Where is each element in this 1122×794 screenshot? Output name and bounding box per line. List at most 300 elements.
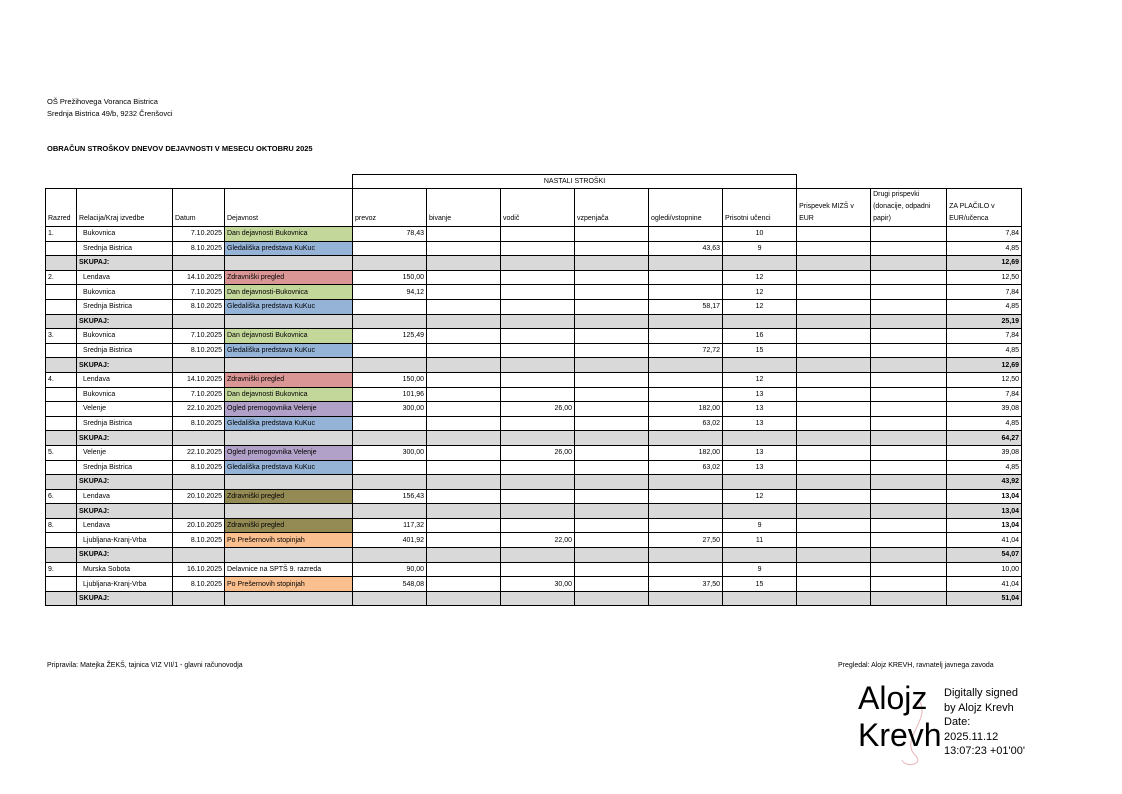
tickets-cell: 58,17 [649, 299, 723, 314]
empty-cell [353, 504, 427, 519]
cablecar-cell [575, 299, 649, 314]
location-cell: Velenje [77, 445, 173, 460]
location-cell: Bukovnica [77, 329, 173, 344]
empty-cell [501, 475, 575, 490]
grade-cell [46, 533, 77, 548]
transport-cell [353, 416, 427, 431]
lodging-cell [427, 577, 501, 592]
subtotal-row [46, 548, 1022, 563]
subtotal-value: 64,27 [947, 431, 1022, 446]
tickets-cell [649, 562, 723, 577]
column-header: Prispevek MIZŠ v EUR [797, 189, 871, 227]
signature-line: Date: [944, 716, 971, 728]
subtotal-label: SKUPAJ: [77, 358, 173, 373]
location-cell: Bukovnica [77, 387, 173, 402]
other-cell [871, 329, 947, 344]
empty-cell [723, 431, 797, 446]
students-cell: 13 [723, 387, 797, 402]
empty-cell [353, 358, 427, 373]
grade-cell [46, 577, 77, 592]
transport-cell: 150,00 [353, 372, 427, 387]
tickets-cell [649, 285, 723, 300]
table-row [46, 299, 1022, 314]
document-title: OBRAČUN STROŠKOV DNEVOV DEJAVNOSTI V MESECU OKTOBRU 2025 [47, 144, 313, 153]
signature-details [944, 686, 1025, 759]
ministry-cell [797, 299, 871, 314]
transport-cell: 78,43 [353, 227, 427, 242]
students-cell: 13 [723, 445, 797, 460]
empty-cell [575, 591, 649, 606]
empty-cell [723, 314, 797, 329]
lodging-cell [427, 372, 501, 387]
subtotal-row [46, 591, 1022, 606]
table-row [46, 460, 1022, 475]
other-cell [871, 285, 947, 300]
tickets-cell: 63,02 [649, 416, 723, 431]
grade-cell [46, 460, 77, 475]
ministry-cell [797, 227, 871, 242]
table-row [46, 329, 1022, 344]
date-cell: 14.10.2025 [173, 270, 225, 285]
empty-cell [225, 256, 353, 271]
empty-cell [225, 431, 353, 446]
grade-cell [46, 241, 77, 256]
empty-cell [427, 431, 501, 446]
payment-cell: 41,04 [947, 577, 1022, 592]
location-cell: Srednja Bistrica [77, 241, 173, 256]
activity-cell: Dan dejavnosti Bukovnica [225, 329, 353, 344]
grade-cell: 4. [46, 372, 77, 387]
payment-cell: 4,85 [947, 343, 1022, 358]
lodging-cell [427, 241, 501, 256]
table-row [46, 562, 1022, 577]
empty-cell [649, 548, 723, 563]
empty-cell [575, 431, 649, 446]
subtotal-label: SKUPAJ: [77, 256, 173, 271]
cablecar-cell [575, 241, 649, 256]
payment-cell: 4,85 [947, 299, 1022, 314]
tickets-cell: 43,63 [649, 241, 723, 256]
empty-cell [649, 591, 723, 606]
empty-cell [797, 256, 871, 271]
lodging-cell [427, 562, 501, 577]
column-header: bivanje [427, 189, 501, 227]
transport-cell [353, 299, 427, 314]
transport-cell: 101,96 [353, 387, 427, 402]
empty-cell [46, 504, 77, 519]
empty-cell [353, 475, 427, 490]
activity-cell: Ogled premogovnika Velenje [225, 445, 353, 460]
group-header: NASTALI STROŠKI [353, 175, 797, 189]
empty-cell [427, 548, 501, 563]
transport-cell [353, 343, 427, 358]
costs-table [45, 174, 1022, 606]
lodging-cell [427, 402, 501, 417]
table-row [46, 416, 1022, 431]
subtotal-row [46, 358, 1022, 373]
empty-cell [575, 256, 649, 271]
cablecar-cell [575, 387, 649, 402]
empty-cell [173, 548, 225, 563]
transport-cell: 300,00 [353, 445, 427, 460]
activity-cell: Zdravniški pregled [225, 270, 353, 285]
subtotal-row [46, 256, 1022, 271]
ministry-cell [797, 285, 871, 300]
date-cell: 7.10.2025 [173, 387, 225, 402]
empty-cell [173, 431, 225, 446]
payment-cell: 39,08 [947, 402, 1022, 417]
tickets-cell: 63,02 [649, 460, 723, 475]
ministry-cell [797, 518, 871, 533]
guide-cell [501, 387, 575, 402]
empty-cell [225, 591, 353, 606]
grade-cell: 6. [46, 489, 77, 504]
empty-cell [501, 431, 575, 446]
table-row [46, 241, 1022, 256]
location-cell: Srednja Bistrica [77, 460, 173, 475]
empty-cell [225, 548, 353, 563]
tickets-cell: 182,00 [649, 445, 723, 460]
empty-cell [797, 431, 871, 446]
cablecar-cell [575, 518, 649, 533]
cablecar-cell [575, 270, 649, 285]
empty-cell [871, 504, 947, 519]
cablecar-cell [575, 227, 649, 242]
empty-cell [871, 548, 947, 563]
activity-cell: Po Prešernovih stopinjah [225, 577, 353, 592]
other-cell [871, 445, 947, 460]
students-cell: 9 [723, 562, 797, 577]
students-cell: 15 [723, 343, 797, 358]
empty-cell [225, 314, 353, 329]
activity-cell: Zdravniški pregled [225, 518, 353, 533]
date-cell: 7.10.2025 [173, 329, 225, 344]
empty-cell [575, 314, 649, 329]
column-header: vzpenjača [575, 189, 649, 227]
reviewed-by: Pregledal: Alojz KREVH, ravnatelj javnega zavoda [838, 662, 994, 669]
other-cell [871, 387, 947, 402]
grade-cell: 2. [46, 270, 77, 285]
subtotal-label: SKUPAJ: [77, 591, 173, 606]
table-row [46, 387, 1022, 402]
empty-cell [797, 548, 871, 563]
payment-cell: 7,84 [947, 387, 1022, 402]
location-cell: Srednja Bistrica [77, 416, 173, 431]
other-cell [871, 270, 947, 285]
students-cell: 16 [723, 329, 797, 344]
empty-cell [797, 504, 871, 519]
subtotal-value: 13,04 [947, 504, 1022, 519]
guide-cell [501, 285, 575, 300]
tickets-cell [649, 387, 723, 402]
location-cell: Velenje [77, 402, 173, 417]
empty-cell [173, 358, 225, 373]
students-cell: 9 [723, 518, 797, 533]
location-cell: Lendava [77, 489, 173, 504]
empty-cell [353, 256, 427, 271]
payment-cell: 13,04 [947, 518, 1022, 533]
students-cell: 15 [723, 577, 797, 592]
ministry-cell [797, 387, 871, 402]
table-row [46, 402, 1022, 417]
empty-cell [649, 431, 723, 446]
other-cell [871, 518, 947, 533]
ministry-cell [797, 562, 871, 577]
column-header: ZA PLAČILO v EUR/učenca [947, 189, 1022, 227]
payment-cell: 7,84 [947, 227, 1022, 242]
location-cell: Srednja Bistrica [77, 343, 173, 358]
column-header: Dejavnost [225, 189, 353, 227]
empty-cell [575, 475, 649, 490]
subtotal-value: 51,04 [947, 591, 1022, 606]
signature-line: Digitally signed [944, 687, 1018, 699]
lodging-cell [427, 227, 501, 242]
column-header: prevoz [353, 189, 427, 227]
tickets-cell [649, 372, 723, 387]
empty-cell [46, 431, 77, 446]
empty-cell [723, 358, 797, 373]
empty-cell [501, 504, 575, 519]
signature-line: 13:07:23 +01'00' [944, 745, 1025, 757]
payment-cell: 39,08 [947, 445, 1022, 460]
empty-cell [649, 314, 723, 329]
empty-cell [723, 256, 797, 271]
subtotal-label: SKUPAJ: [77, 504, 173, 519]
guide-cell [501, 270, 575, 285]
grade-cell: 5. [46, 445, 77, 460]
empty-cell [173, 504, 225, 519]
empty-cell [46, 548, 77, 563]
ministry-cell [797, 343, 871, 358]
column-header: Prisotni učenci [723, 189, 797, 227]
empty-cell [427, 591, 501, 606]
cablecar-cell [575, 343, 649, 358]
tickets-cell: 182,00 [649, 402, 723, 417]
empty-cell [649, 504, 723, 519]
guide-cell: 30,00 [501, 577, 575, 592]
grade-cell: 1. [46, 227, 77, 242]
students-cell: 10 [723, 227, 797, 242]
empty-cell [501, 256, 575, 271]
subtotal-value: 25,19 [947, 314, 1022, 329]
payment-cell: 7,84 [947, 329, 1022, 344]
ministry-cell [797, 489, 871, 504]
lodging-cell [427, 460, 501, 475]
location-cell: Lendava [77, 270, 173, 285]
activity-cell: Gledališka predstava KuKuc [225, 460, 353, 475]
payment-cell: 12,50 [947, 270, 1022, 285]
empty-cell [427, 256, 501, 271]
empty-cell [225, 475, 353, 490]
other-cell [871, 489, 947, 504]
empty-cell [649, 256, 723, 271]
transport-cell [353, 241, 427, 256]
table-row [46, 227, 1022, 242]
grade-cell [46, 343, 77, 358]
date-cell: 8.10.2025 [173, 533, 225, 548]
empty-cell [871, 475, 947, 490]
empty-cell [649, 358, 723, 373]
empty-cell [575, 548, 649, 563]
payment-cell: 4,85 [947, 241, 1022, 256]
empty-cell [501, 548, 575, 563]
other-cell [871, 577, 947, 592]
payment-cell: 4,85 [947, 416, 1022, 431]
empty-cell [427, 314, 501, 329]
table-row [46, 533, 1022, 548]
cablecar-cell [575, 460, 649, 475]
date-cell: 16.10.2025 [173, 562, 225, 577]
column-header: Datum [173, 189, 225, 227]
transport-cell: 117,32 [353, 518, 427, 533]
empty-cell [427, 504, 501, 519]
subtotal-value: 43,92 [947, 475, 1022, 490]
guide-cell [501, 518, 575, 533]
empty-cell [723, 548, 797, 563]
guide-cell [501, 562, 575, 577]
subtotal-label: SKUPAJ: [77, 475, 173, 490]
transport-cell: 401,92 [353, 533, 427, 548]
lodging-cell [427, 387, 501, 402]
students-cell: 9 [723, 241, 797, 256]
subtotal-value: 54,07 [947, 548, 1022, 563]
grade-cell [46, 299, 77, 314]
students-cell: 12 [723, 489, 797, 504]
empty-cell [649, 475, 723, 490]
lodging-cell [427, 533, 501, 548]
signature-last-name: Krevh [858, 717, 942, 753]
lodging-cell [427, 285, 501, 300]
students-cell: 12 [723, 285, 797, 300]
students-cell: 12 [723, 299, 797, 314]
location-cell: Ljubljana-Kranj-Vrba [77, 533, 173, 548]
column-header: Drugi prispevki (donacije, odpadni papir) [871, 189, 947, 227]
tickets-cell: 37,50 [649, 577, 723, 592]
guide-cell [501, 329, 575, 344]
lodging-cell [427, 416, 501, 431]
payment-cell: 10,00 [947, 562, 1022, 577]
empty-cell [871, 431, 947, 446]
prepared-by: Pripravila: Matejka ŽEKŠ, tajnica VIZ VII/1 - glavni računovodja [47, 662, 243, 669]
empty-cell [871, 314, 947, 329]
students-cell: 11 [723, 533, 797, 548]
subtotal-row [46, 475, 1022, 490]
subtotal-label: SKUPAJ: [77, 314, 173, 329]
empty-cell [225, 504, 353, 519]
column-header: Razred [46, 189, 77, 227]
subtotal-value: 12,69 [947, 358, 1022, 373]
cablecar-cell [575, 533, 649, 548]
grade-cell [46, 285, 77, 300]
tickets-cell: 72,72 [649, 343, 723, 358]
empty-cell [797, 358, 871, 373]
subtotal-row [46, 314, 1022, 329]
tickets-cell [649, 227, 723, 242]
lodging-cell [427, 518, 501, 533]
empty-cell [353, 591, 427, 606]
payment-cell: 13,04 [947, 489, 1022, 504]
activity-cell: Gledališka predstava KuKuc [225, 416, 353, 431]
date-cell: 8.10.2025 [173, 299, 225, 314]
empty-cell [723, 475, 797, 490]
subtotal-value: 12,69 [947, 256, 1022, 271]
other-cell [871, 227, 947, 242]
date-cell: 7.10.2025 [173, 285, 225, 300]
ministry-cell [797, 241, 871, 256]
payment-cell: 41,04 [947, 533, 1022, 548]
empty-cell [46, 591, 77, 606]
empty-cell [173, 475, 225, 490]
table-row [46, 518, 1022, 533]
lodging-cell [427, 445, 501, 460]
guide-cell [501, 241, 575, 256]
ministry-cell [797, 402, 871, 417]
cablecar-cell [575, 445, 649, 460]
lodging-cell [427, 270, 501, 285]
grade-cell: 3. [46, 329, 77, 344]
ministry-cell [797, 577, 871, 592]
signature-line: 2025.11.12 [944, 730, 999, 743]
empty-cell [353, 314, 427, 329]
subtotal-row [46, 504, 1022, 519]
empty-cell [173, 591, 225, 606]
location-cell: Srednja Bistrica [77, 299, 173, 314]
guide-cell [501, 372, 575, 387]
students-cell: 12 [723, 270, 797, 285]
lodging-cell [427, 489, 501, 504]
guide-cell [501, 299, 575, 314]
guide-cell: 22,00 [501, 533, 575, 548]
table-row [46, 489, 1022, 504]
empty-cell [46, 475, 77, 490]
empty-cell [575, 358, 649, 373]
students-cell: 13 [723, 460, 797, 475]
grade-cell: 9. [46, 562, 77, 577]
other-cell [871, 416, 947, 431]
empty-cell [871, 256, 947, 271]
table-row [46, 270, 1022, 285]
date-cell: 8.10.2025 [173, 343, 225, 358]
date-cell: 8.10.2025 [173, 241, 225, 256]
lodging-cell [427, 299, 501, 314]
empty-cell [427, 358, 501, 373]
activity-cell: Ogled premogovnika Velenje [225, 402, 353, 417]
empty-cell [46, 358, 77, 373]
activity-cell: Dan dejavnosti Bukovnica [225, 387, 353, 402]
cablecar-cell [575, 489, 649, 504]
cablecar-cell [575, 402, 649, 417]
payment-cell: 4,85 [947, 460, 1022, 475]
other-cell [871, 372, 947, 387]
location-cell: Murska Sobota [77, 562, 173, 577]
empty-cell [871, 591, 947, 606]
activity-cell: Dan dejavnosti Bukovnica [225, 227, 353, 242]
signature-name [858, 680, 942, 754]
activity-cell: Zdravniški pregled [225, 372, 353, 387]
date-cell: 14.10.2025 [173, 372, 225, 387]
ministry-cell [797, 445, 871, 460]
empty-cell [353, 548, 427, 563]
empty-cell [225, 358, 353, 373]
empty-cell [173, 314, 225, 329]
subtotal-row [46, 431, 1022, 446]
students-cell: 13 [723, 416, 797, 431]
lodging-cell [427, 329, 501, 344]
guide-cell: 26,00 [501, 445, 575, 460]
table-row [46, 445, 1022, 460]
activity-cell: Delavnice na SPTŠ 9. razreda [225, 562, 353, 577]
empty-cell [797, 475, 871, 490]
